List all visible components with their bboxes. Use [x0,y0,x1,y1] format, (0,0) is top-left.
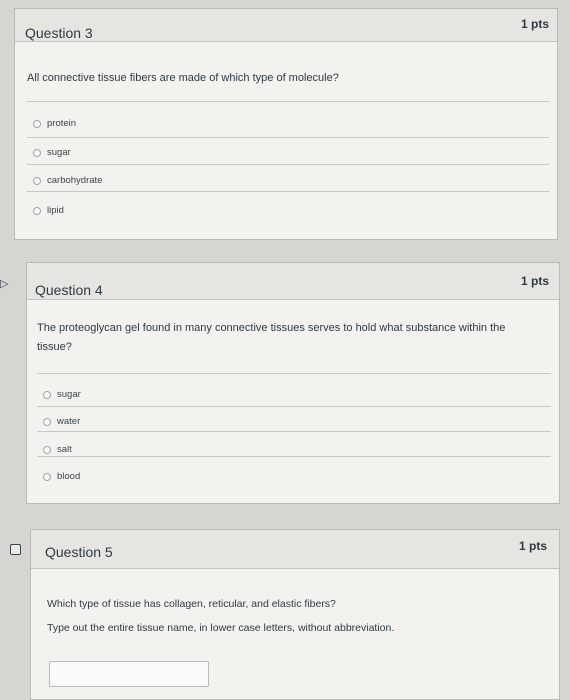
question-3-title: Question 3 [25,25,93,41]
divider [37,406,551,407]
option-label: water [57,416,81,427]
option-label: sugar [47,147,71,158]
divider [37,456,551,457]
question-4-option-blood[interactable] [43,471,80,482]
question-5-title: Question 5 [45,544,113,560]
question-3-option-carbohydrate[interactable] [33,175,102,186]
question-4-title: Question 4 [35,282,103,298]
radio-button[interactable] [33,120,41,128]
divider [27,191,549,192]
question-3-header [15,9,557,42]
option-label: blood [57,471,81,482]
question-4-text [37,319,547,357]
question-3-card [14,8,558,240]
divider [37,431,551,432]
radio-button[interactable] [33,207,41,215]
question-4-option-salt[interactable] [43,444,72,455]
radio-button[interactable] [43,391,51,399]
radio-button[interactable] [33,177,41,185]
question-4-option-sugar[interactable] [43,389,81,400]
question-4-text-line-1: The proteoglycan gel found in many connective tissues serves to hold what substance within the [37,322,506,334]
radio-button[interactable] [43,446,51,454]
question-5-text-line-2: Type out the entire tissue name, in lower case letters, without abbreviation. [47,622,395,634]
question-4-flag-icon[interactable]: ▷ [0,278,9,290]
divider [27,101,549,102]
radio-button[interactable] [33,149,41,157]
divider [27,164,549,165]
question-4-points: 1 pts [520,274,549,288]
question-5-answer-input[interactable] [49,661,209,687]
radio-button[interactable] [43,473,51,481]
question-5-header [31,530,559,569]
question-5-text [47,592,547,640]
question-3-option-protein[interactable] [33,118,76,129]
question-3-text: All connective tissue fibers are made of which type of molecule? [27,72,339,84]
option-label: lipid [47,205,64,216]
option-label: salt [57,444,72,455]
question-3-option-sugar[interactable] [33,147,71,158]
question-3-option-lipid[interactable] [33,205,64,216]
divider [27,137,549,138]
option-label: sugar [57,389,81,400]
radio-button[interactable] [43,418,51,426]
question-5-points: 1 pts [518,539,547,553]
question-3-points: 1 pts [520,17,549,31]
option-label: carbohydrate [47,175,103,186]
question-4-option-water[interactable] [43,416,80,427]
question-4-text-line-2: tissue? [37,341,72,353]
option-label: protein [47,118,77,129]
question-5-text-line-1: Which type of tissue has collagen, reticular, and elastic fibers? [47,598,336,610]
question-5-card [30,529,560,700]
question-5-flag-icon[interactable] [10,544,21,555]
question-4-card [26,262,560,504]
divider [37,373,551,374]
question-4-header [27,263,559,300]
